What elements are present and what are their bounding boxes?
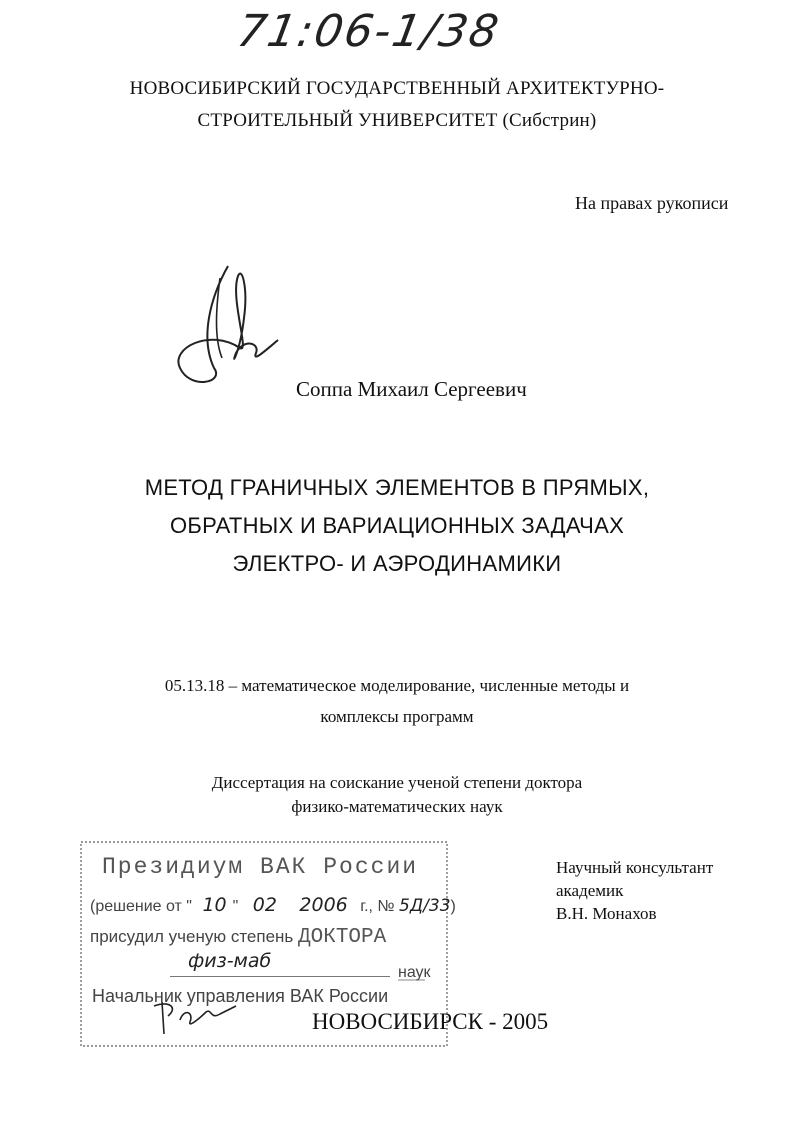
stamp-year-suffix: г., № xyxy=(360,898,395,915)
title-line-3: ЭЛЕКТРО- И АЭРОДИНАМИКИ xyxy=(232,551,562,576)
manuscript-note: На правах рукописи xyxy=(575,193,729,213)
title-line-1: МЕТОД ГРАНИЧНЫХ ЭЛЕМЕНТОВ В ПРЯМЫХ, xyxy=(144,475,650,500)
city-year: НОВОСИБИРСК - 2005 xyxy=(312,1009,549,1034)
stamp-head-text: Начальник управления ВАК России xyxy=(92,986,389,1006)
stamp-field: физ-маб xyxy=(188,950,272,972)
stamp-decision-prefix: (решение от " xyxy=(90,898,192,915)
university-line-2: СТРОИТЕЛЬНЫЙ УНИВЕРСИТЕТ (Сибстрин) xyxy=(197,110,597,131)
university-line-1: НОВОСИБИРСКИЙ ГОСУДАРСТВЕННЫЙ АРХИТЕКТУРНО- xyxy=(129,78,665,99)
stamp-sciences-suffix: наук xyxy=(398,964,431,981)
stamp-decision-row: (решение от " 10 " 02 2006 г., № 5Д/33) xyxy=(90,894,456,916)
specialty-line-2: комплексы программ xyxy=(320,707,474,726)
stamp-month: 02 xyxy=(252,894,277,916)
stamp-day: 10 xyxy=(202,894,227,916)
stamp-signature xyxy=(150,998,240,1038)
consultant-line-2: академик xyxy=(556,881,624,900)
stamp-number: 5Д/33 xyxy=(399,896,451,916)
consultant-line-1: Научный консультант xyxy=(556,858,714,877)
stamp-year: 2006 xyxy=(299,894,348,916)
degree-line-1: Диссертация на соискание ученой степени доктора xyxy=(211,773,583,792)
stamp-field-underline xyxy=(170,976,390,977)
degree-line-2: физико-математических наук xyxy=(291,797,503,816)
catalog-number: 71:06-1/38 xyxy=(233,6,504,57)
stamp-degree-word: ДОКТОРА xyxy=(298,926,387,949)
title-line-2: ОБРАТНЫХ И ВАРИАЦИОННЫХ ЗАДАЧАХ xyxy=(169,513,625,538)
consultant-line-3: В.Н. Монахов xyxy=(556,904,657,923)
stamp-awarded-text: присудил ученую степень xyxy=(90,927,294,946)
author-signature xyxy=(170,258,290,393)
specialty-line-1: 05.13.18 – математическое моделирование, численные методы и xyxy=(164,676,630,695)
stamp-awarded-row xyxy=(90,926,386,949)
stamp-header: Президиум ВАК России xyxy=(102,854,419,880)
author-name: Соппа Михаил Сергеевич xyxy=(296,377,527,401)
